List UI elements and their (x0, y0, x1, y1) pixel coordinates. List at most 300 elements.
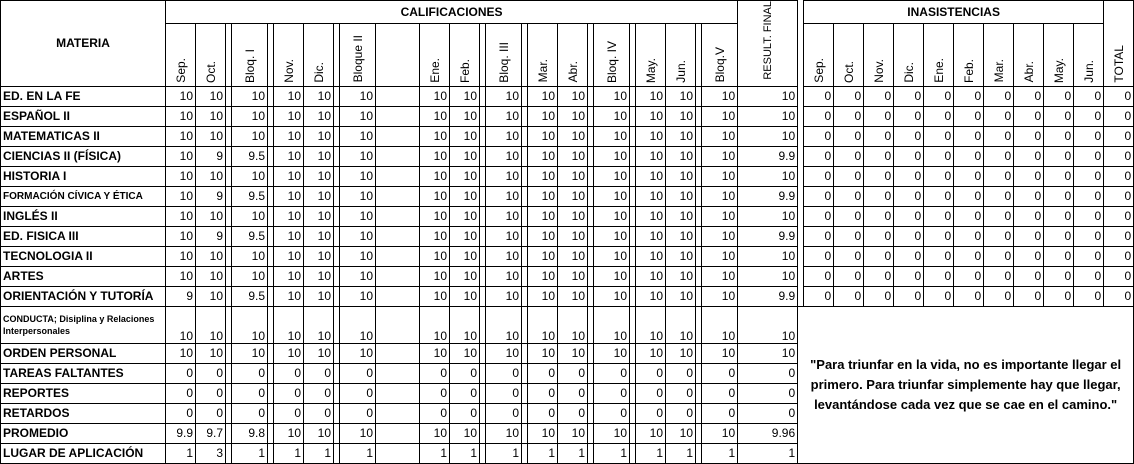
grade-cell[interactable]: 10 (340, 186, 376, 206)
absence-cell[interactable]: 0 (924, 226, 954, 246)
final-result-cell[interactable]: 10 (738, 126, 798, 146)
grade-cell[interactable]: 10 (450, 166, 480, 186)
absence-cell[interactable]: 0 (894, 226, 924, 246)
grade-cell[interactable]: 0 (486, 383, 522, 403)
grade-cell[interactable]: 10 (702, 286, 738, 306)
grade-cell[interactable]: 10 (594, 146, 630, 166)
grade-cell[interactable]: 10 (232, 246, 268, 266)
absence-cell[interactable]: 0 (924, 146, 954, 166)
absence-cell[interactable]: 0 (804, 286, 834, 306)
grade-cell[interactable]: 10 (666, 186, 696, 206)
grade-cell[interactable]: 0 (666, 403, 696, 423)
grade-cell[interactable]: 10 (196, 343, 226, 363)
grade-cell[interactable]: 10 (166, 226, 196, 246)
absence-cell[interactable]: 0 (1014, 106, 1044, 126)
subject-label[interactable]: INGLÉS II (1, 206, 166, 226)
grade-cell[interactable]: 10 (528, 343, 558, 363)
subject-label[interactable]: ESPAÑOL II (1, 106, 166, 126)
final-result-cell[interactable]: 9.9 (738, 146, 798, 166)
grade-cell[interactable]: 9 (196, 146, 226, 166)
subject-label[interactable]: RETARDOS (1, 403, 166, 423)
grade-cell[interactable]: 0 (232, 403, 268, 423)
grade-cell[interactable]: 10 (340, 343, 376, 363)
grade-cell[interactable]: 10 (486, 266, 522, 286)
grade-cell[interactable]: 10 (274, 246, 304, 266)
grade-cell[interactable]: 10 (636, 266, 666, 286)
grade-cell[interactable]: 10 (636, 306, 666, 343)
grade-cell[interactable]: 0 (304, 403, 334, 423)
grade-cell[interactable]: 0 (232, 363, 268, 383)
grade-cell[interactable]: 10 (340, 146, 376, 166)
grade-cell[interactable]: 10 (274, 343, 304, 363)
subject-label[interactable]: CONDUCTA; Disiplina y Relaciones Interpersonales (1, 306, 166, 343)
grade-cell[interactable]: 1 (304, 443, 334, 463)
final-result-cell[interactable]: 10 (738, 246, 798, 266)
absence-cell[interactable]: 0 (1074, 186, 1104, 206)
absence-cell[interactable]: 0 (954, 186, 984, 206)
grade-cell[interactable]: 10 (450, 266, 480, 286)
subject-label[interactable]: ORIENTACIÓN Y TUTORÍA (1, 286, 166, 306)
grade-cell[interactable]: 10 (274, 266, 304, 286)
grade-cell[interactable]: 0 (166, 383, 196, 403)
grade-cell[interactable]: 10 (420, 146, 450, 166)
final-result-cell[interactable]: 1 (738, 443, 798, 463)
absence-cell[interactable]: 0 (954, 206, 984, 226)
grade-cell[interactable]: 10 (486, 246, 522, 266)
absence-cell[interactable]: 0 (1014, 226, 1044, 246)
absence-cell[interactable]: 0 (1104, 106, 1134, 126)
absence-cell[interactable]: 0 (1104, 166, 1134, 186)
grade-cell[interactable]: 3 (196, 443, 226, 463)
absence-cell[interactable]: 0 (984, 186, 1014, 206)
grade-cell[interactable]: 0 (340, 403, 376, 423)
grade-cell[interactable]: 0 (594, 383, 630, 403)
final-result-cell[interactable]: 0 (738, 403, 798, 423)
grade-cell[interactable]: 10 (166, 126, 196, 146)
grade-cell[interactable]: 10 (486, 126, 522, 146)
grade-cell[interactable]: 10 (420, 126, 450, 146)
grade-cell[interactable]: 0 (702, 363, 738, 383)
grade-cell[interactable]: 10 (666, 246, 696, 266)
absence-cell[interactable]: 0 (834, 146, 864, 166)
grade-cell[interactable]: 10 (702, 266, 738, 286)
grade-cell[interactable]: 10 (166, 166, 196, 186)
grade-cell[interactable]: 0 (232, 383, 268, 403)
absence-cell[interactable]: 0 (1014, 286, 1044, 306)
grade-cell[interactable]: 0 (450, 403, 480, 423)
grade-cell[interactable]: 1 (528, 443, 558, 463)
absence-cell[interactable]: 0 (954, 146, 984, 166)
grade-cell[interactable]: 0 (340, 383, 376, 403)
grade-cell[interactable]: 1 (232, 443, 268, 463)
grade-cell[interactable]: 10 (702, 126, 738, 146)
grade-cell[interactable]: 10 (594, 126, 630, 146)
absence-cell[interactable]: 0 (954, 166, 984, 186)
grade-cell[interactable]: 10 (450, 106, 480, 126)
absence-cell[interactable]: 0 (864, 266, 894, 286)
absence-cell[interactable]: 0 (1104, 186, 1134, 206)
grade-cell[interactable]: 0 (274, 403, 304, 423)
grade-cell[interactable]: 10 (558, 343, 588, 363)
grade-cell[interactable]: 10 (340, 166, 376, 186)
grade-cell[interactable]: 10 (340, 206, 376, 226)
grade-cell[interactable]: 10 (558, 166, 588, 186)
final-result-cell[interactable]: 0 (738, 363, 798, 383)
grade-cell[interactable]: 10 (450, 206, 480, 226)
grade-cell[interactable]: 0 (420, 363, 450, 383)
grade-cell[interactable]: 0 (636, 383, 666, 403)
grade-cell[interactable]: 9.9 (166, 423, 196, 443)
final-result-cell[interactable]: 10 (738, 86, 798, 106)
absence-cell[interactable]: 0 (1044, 146, 1074, 166)
grade-cell[interactable]: 0 (196, 363, 226, 383)
absence-cell[interactable]: 0 (984, 166, 1014, 186)
grade-cell[interactable]: 10 (528, 186, 558, 206)
grade-cell[interactable]: 10 (450, 343, 480, 363)
grade-cell[interactable]: 10 (486, 306, 522, 343)
grade-cell[interactable]: 10 (528, 166, 558, 186)
grade-cell[interactable]: 10 (420, 343, 450, 363)
grade-cell[interactable]: 10 (486, 106, 522, 126)
absence-cell[interactable]: 0 (834, 266, 864, 286)
absence-cell[interactable]: 0 (984, 226, 1014, 246)
grade-cell[interactable]: 10 (166, 246, 196, 266)
grade-cell[interactable]: 9.7 (196, 423, 226, 443)
absence-cell[interactable]: 0 (924, 106, 954, 126)
absence-cell[interactable]: 0 (804, 266, 834, 286)
absence-cell[interactable]: 0 (804, 246, 834, 266)
grade-cell[interactable]: 10 (450, 226, 480, 246)
grade-cell[interactable]: 10 (702, 106, 738, 126)
grade-cell[interactable]: 10 (304, 146, 334, 166)
grade-cell[interactable]: 1 (594, 443, 630, 463)
absence-cell[interactable]: 0 (1104, 146, 1134, 166)
grade-cell[interactable]: 10 (528, 146, 558, 166)
grade-cell[interactable]: 10 (486, 226, 522, 246)
grade-cell[interactable]: 0 (420, 403, 450, 423)
absence-cell[interactable]: 0 (864, 246, 894, 266)
grade-cell[interactable]: 0 (196, 383, 226, 403)
grade-cell[interactable]: 10 (528, 286, 558, 306)
absence-cell[interactable]: 0 (1074, 226, 1104, 246)
absence-cell[interactable]: 0 (804, 206, 834, 226)
grade-cell[interactable]: 0 (666, 383, 696, 403)
grade-cell[interactable]: 10 (666, 306, 696, 343)
absence-cell[interactable]: 0 (1104, 246, 1134, 266)
absence-cell[interactable]: 0 (1074, 86, 1104, 106)
grade-cell[interactable]: 10 (274, 286, 304, 306)
absence-cell[interactable]: 0 (1044, 226, 1074, 246)
subject-label[interactable]: PROMEDIO (1, 423, 166, 443)
grade-cell[interactable]: 10 (232, 266, 268, 286)
grade-cell[interactable]: 10 (666, 226, 696, 246)
grade-cell[interactable]: 10 (274, 106, 304, 126)
grade-cell[interactable]: 10 (450, 306, 480, 343)
grade-cell[interactable]: 10 (274, 166, 304, 186)
grade-cell[interactable]: 0 (166, 363, 196, 383)
absence-cell[interactable]: 0 (1014, 206, 1044, 226)
absence-cell[interactable]: 0 (954, 86, 984, 106)
absence-cell[interactable]: 0 (1044, 106, 1074, 126)
grade-cell[interactable]: 10 (232, 166, 268, 186)
absence-cell[interactable]: 0 (1014, 126, 1044, 146)
absence-cell[interactable]: 0 (1014, 246, 1044, 266)
grade-cell[interactable]: 10 (702, 186, 738, 206)
grade-cell[interactable]: 0 (702, 403, 738, 423)
grade-cell[interactable]: 10 (196, 286, 226, 306)
grade-cell[interactable]: 1 (340, 443, 376, 463)
grade-cell[interactable]: 10 (558, 306, 588, 343)
grade-cell[interactable]: 0 (304, 363, 334, 383)
grade-cell[interactable]: 10 (420, 206, 450, 226)
grade-cell[interactable]: 10 (636, 206, 666, 226)
grade-cell[interactable]: 10 (340, 106, 376, 126)
grade-cell[interactable]: 10 (486, 423, 522, 443)
final-result-cell[interactable]: 9.9 (738, 226, 798, 246)
final-result-cell[interactable]: 9.9 (738, 286, 798, 306)
grade-cell[interactable]: 10 (274, 126, 304, 146)
absence-cell[interactable]: 0 (984, 146, 1014, 166)
grade-cell[interactable]: 10 (486, 86, 522, 106)
grade-cell[interactable]: 0 (420, 383, 450, 403)
grade-cell[interactable]: 1 (558, 443, 588, 463)
grade-cell[interactable]: 0 (486, 363, 522, 383)
grade-cell[interactable]: 10 (420, 186, 450, 206)
absence-cell[interactable]: 0 (924, 246, 954, 266)
absence-cell[interactable]: 0 (924, 126, 954, 146)
grade-cell[interactable]: 10 (558, 146, 588, 166)
grade-cell[interactable]: 10 (340, 306, 376, 343)
grade-cell[interactable]: 10 (340, 86, 376, 106)
absence-cell[interactable]: 0 (864, 86, 894, 106)
grade-cell[interactable]: 0 (558, 383, 588, 403)
grade-cell[interactable]: 10 (558, 206, 588, 226)
grade-cell[interactable]: 0 (558, 363, 588, 383)
grade-cell[interactable]: 9.8 (232, 423, 268, 443)
grade-cell[interactable]: 10 (304, 343, 334, 363)
absence-cell[interactable]: 0 (804, 126, 834, 146)
absence-cell[interactable]: 0 (984, 206, 1014, 226)
absence-cell[interactable]: 0 (834, 106, 864, 126)
absence-cell[interactable]: 0 (894, 206, 924, 226)
grade-cell[interactable]: 1 (486, 443, 522, 463)
grade-cell[interactable]: 10 (196, 306, 226, 343)
grade-cell[interactable]: 9.5 (232, 186, 268, 206)
grade-cell[interactable]: 10 (528, 266, 558, 286)
grade-cell[interactable]: 9.5 (232, 226, 268, 246)
grade-cell[interactable]: 9 (196, 186, 226, 206)
absence-cell[interactable]: 0 (864, 206, 894, 226)
grade-cell[interactable]: 10 (636, 126, 666, 146)
grade-cell[interactable]: 0 (558, 403, 588, 423)
grade-cell[interactable]: 10 (594, 286, 630, 306)
grade-cell[interactable]: 10 (528, 306, 558, 343)
grade-cell[interactable]: 10 (196, 86, 226, 106)
subject-label[interactable]: HISTORIA I (1, 166, 166, 186)
absence-cell[interactable]: 0 (834, 166, 864, 186)
final-result-cell[interactable]: 10 (738, 106, 798, 126)
final-result-cell[interactable]: 10 (738, 206, 798, 226)
grade-cell[interactable]: 10 (304, 286, 334, 306)
grade-cell[interactable]: 10 (636, 246, 666, 266)
subject-label[interactable]: ED. EN LA FE (1, 86, 166, 106)
subject-label[interactable]: TECNOLOGIA II (1, 246, 166, 266)
grade-cell[interactable]: 10 (304, 206, 334, 226)
grade-cell[interactable]: 10 (594, 106, 630, 126)
grade-cell[interactable]: 10 (340, 286, 376, 306)
absence-cell[interactable]: 0 (894, 246, 924, 266)
final-result-cell[interactable]: 9.9 (738, 186, 798, 206)
absence-cell[interactable]: 0 (954, 286, 984, 306)
absence-cell[interactable]: 0 (804, 106, 834, 126)
grade-cell[interactable]: 10 (304, 86, 334, 106)
grade-cell[interactable]: 10 (558, 286, 588, 306)
absence-cell[interactable]: 0 (1074, 146, 1104, 166)
final-result-cell[interactable]: 10 (738, 166, 798, 186)
absence-cell[interactable]: 0 (834, 206, 864, 226)
grade-cell[interactable]: 10 (274, 86, 304, 106)
absence-cell[interactable]: 0 (834, 286, 864, 306)
grade-cell[interactable]: 1 (420, 443, 450, 463)
subject-label[interactable]: ARTES (1, 266, 166, 286)
absence-cell[interactable]: 0 (1104, 286, 1134, 306)
grade-cell[interactable]: 10 (450, 246, 480, 266)
absence-cell[interactable]: 0 (1074, 206, 1104, 226)
grade-cell[interactable]: 0 (636, 403, 666, 423)
grade-cell[interactable]: 10 (166, 186, 196, 206)
absence-cell[interactable]: 0 (864, 146, 894, 166)
grade-cell[interactable]: 10 (486, 146, 522, 166)
absence-cell[interactable]: 0 (894, 146, 924, 166)
grade-cell[interactable]: 10 (166, 206, 196, 226)
grade-cell[interactable]: 10 (558, 423, 588, 443)
absence-cell[interactable]: 0 (924, 86, 954, 106)
absence-cell[interactable]: 0 (1044, 186, 1074, 206)
grade-cell[interactable]: 10 (558, 226, 588, 246)
absence-cell[interactable]: 0 (984, 286, 1014, 306)
grade-cell[interactable]: 10 (166, 343, 196, 363)
absence-cell[interactable]: 0 (834, 226, 864, 246)
grade-cell[interactable]: 10 (558, 106, 588, 126)
absence-cell[interactable]: 0 (1014, 166, 1044, 186)
absence-cell[interactable]: 0 (1074, 246, 1104, 266)
subject-label[interactable]: MATEMATICAS II (1, 126, 166, 146)
grade-cell[interactable]: 0 (304, 383, 334, 403)
grade-cell[interactable]: 1 (274, 443, 304, 463)
absence-cell[interactable]: 0 (1074, 286, 1104, 306)
absence-cell[interactable]: 0 (804, 86, 834, 106)
grade-cell[interactable]: 10 (666, 423, 696, 443)
absence-cell[interactable]: 0 (954, 126, 984, 146)
grade-cell[interactable]: 10 (196, 266, 226, 286)
grade-cell[interactable]: 9 (166, 286, 196, 306)
grade-cell[interactable]: 10 (666, 343, 696, 363)
absence-cell[interactable]: 0 (1044, 206, 1074, 226)
grade-cell[interactable]: 10 (558, 86, 588, 106)
grade-cell[interactable]: 10 (702, 306, 738, 343)
grade-cell[interactable]: 0 (340, 363, 376, 383)
grade-cell[interactable]: 10 (232, 106, 268, 126)
absence-cell[interactable]: 0 (894, 106, 924, 126)
grade-cell[interactable]: 10 (304, 106, 334, 126)
absence-cell[interactable]: 0 (1014, 146, 1044, 166)
absence-cell[interactable]: 0 (864, 126, 894, 146)
grade-cell[interactable]: 10 (594, 166, 630, 186)
absence-cell[interactable]: 0 (834, 246, 864, 266)
grade-cell[interactable]: 10 (274, 226, 304, 246)
grade-cell[interactable]: 10 (528, 423, 558, 443)
absence-cell[interactable]: 0 (894, 266, 924, 286)
grade-cell[interactable]: 10 (666, 106, 696, 126)
grade-cell[interactable]: 10 (450, 146, 480, 166)
grade-cell[interactable]: 10 (702, 206, 738, 226)
grade-cell[interactable]: 0 (636, 363, 666, 383)
grade-cell[interactable]: 10 (420, 86, 450, 106)
absence-cell[interactable]: 0 (834, 126, 864, 146)
grade-cell[interactable]: 10 (594, 186, 630, 206)
absence-cell[interactable]: 0 (954, 246, 984, 266)
grade-cell[interactable]: 10 (420, 246, 450, 266)
grade-cell[interactable]: 10 (450, 86, 480, 106)
absence-cell[interactable]: 0 (924, 206, 954, 226)
grade-cell[interactable]: 10 (232, 306, 268, 343)
grade-cell[interactable]: 0 (274, 363, 304, 383)
final-result-cell[interactable]: 0 (738, 383, 798, 403)
grade-cell[interactable]: 10 (528, 86, 558, 106)
grade-cell[interactable]: 10 (528, 106, 558, 126)
grade-cell[interactable]: 0 (166, 403, 196, 423)
grade-cell[interactable]: 1 (636, 443, 666, 463)
absence-cell[interactable]: 0 (984, 106, 1014, 126)
grade-cell[interactable]: 10 (486, 286, 522, 306)
absence-cell[interactable]: 0 (924, 286, 954, 306)
grade-cell[interactable]: 10 (558, 186, 588, 206)
grade-cell[interactable]: 10 (666, 266, 696, 286)
final-result-cell[interactable]: 10 (738, 266, 798, 286)
grade-cell[interactable]: 1 (450, 443, 480, 463)
grade-cell[interactable]: 10 (450, 286, 480, 306)
absence-cell[interactable]: 0 (1014, 186, 1044, 206)
grade-cell[interactable]: 0 (450, 383, 480, 403)
grade-cell[interactable]: 10 (666, 206, 696, 226)
grade-cell[interactable]: 10 (558, 246, 588, 266)
grade-cell[interactable]: 9.5 (232, 286, 268, 306)
grade-cell[interactable]: 10 (166, 306, 196, 343)
grade-cell[interactable]: 10 (340, 246, 376, 266)
final-result-cell[interactable]: 10 (738, 306, 798, 343)
grade-cell[interactable]: 10 (702, 423, 738, 443)
absence-cell[interactable]: 0 (1044, 266, 1074, 286)
grade-cell[interactable]: 10 (636, 423, 666, 443)
absence-cell[interactable]: 0 (954, 106, 984, 126)
subject-label[interactable]: CIENCIAS II (FÍSICA) (1, 146, 166, 166)
grade-cell[interactable]: 10 (486, 206, 522, 226)
absence-cell[interactable]: 0 (1044, 286, 1074, 306)
grade-cell[interactable]: 10 (196, 106, 226, 126)
grade-cell[interactable]: 10 (594, 226, 630, 246)
grade-cell[interactable]: 10 (166, 86, 196, 106)
grade-cell[interactable]: 10 (420, 286, 450, 306)
absence-cell[interactable]: 0 (1014, 266, 1044, 286)
grade-cell[interactable]: 10 (304, 166, 334, 186)
grade-cell[interactable]: 10 (450, 423, 480, 443)
grade-cell[interactable]: 0 (196, 403, 226, 423)
grade-cell[interactable]: 10 (274, 186, 304, 206)
subject-label[interactable]: FORMACIÓN CÍVICA Y ÉTICA (1, 186, 166, 206)
absence-cell[interactable]: 0 (864, 166, 894, 186)
grade-cell[interactable]: 1 (666, 443, 696, 463)
grade-cell[interactable]: 10 (166, 106, 196, 126)
